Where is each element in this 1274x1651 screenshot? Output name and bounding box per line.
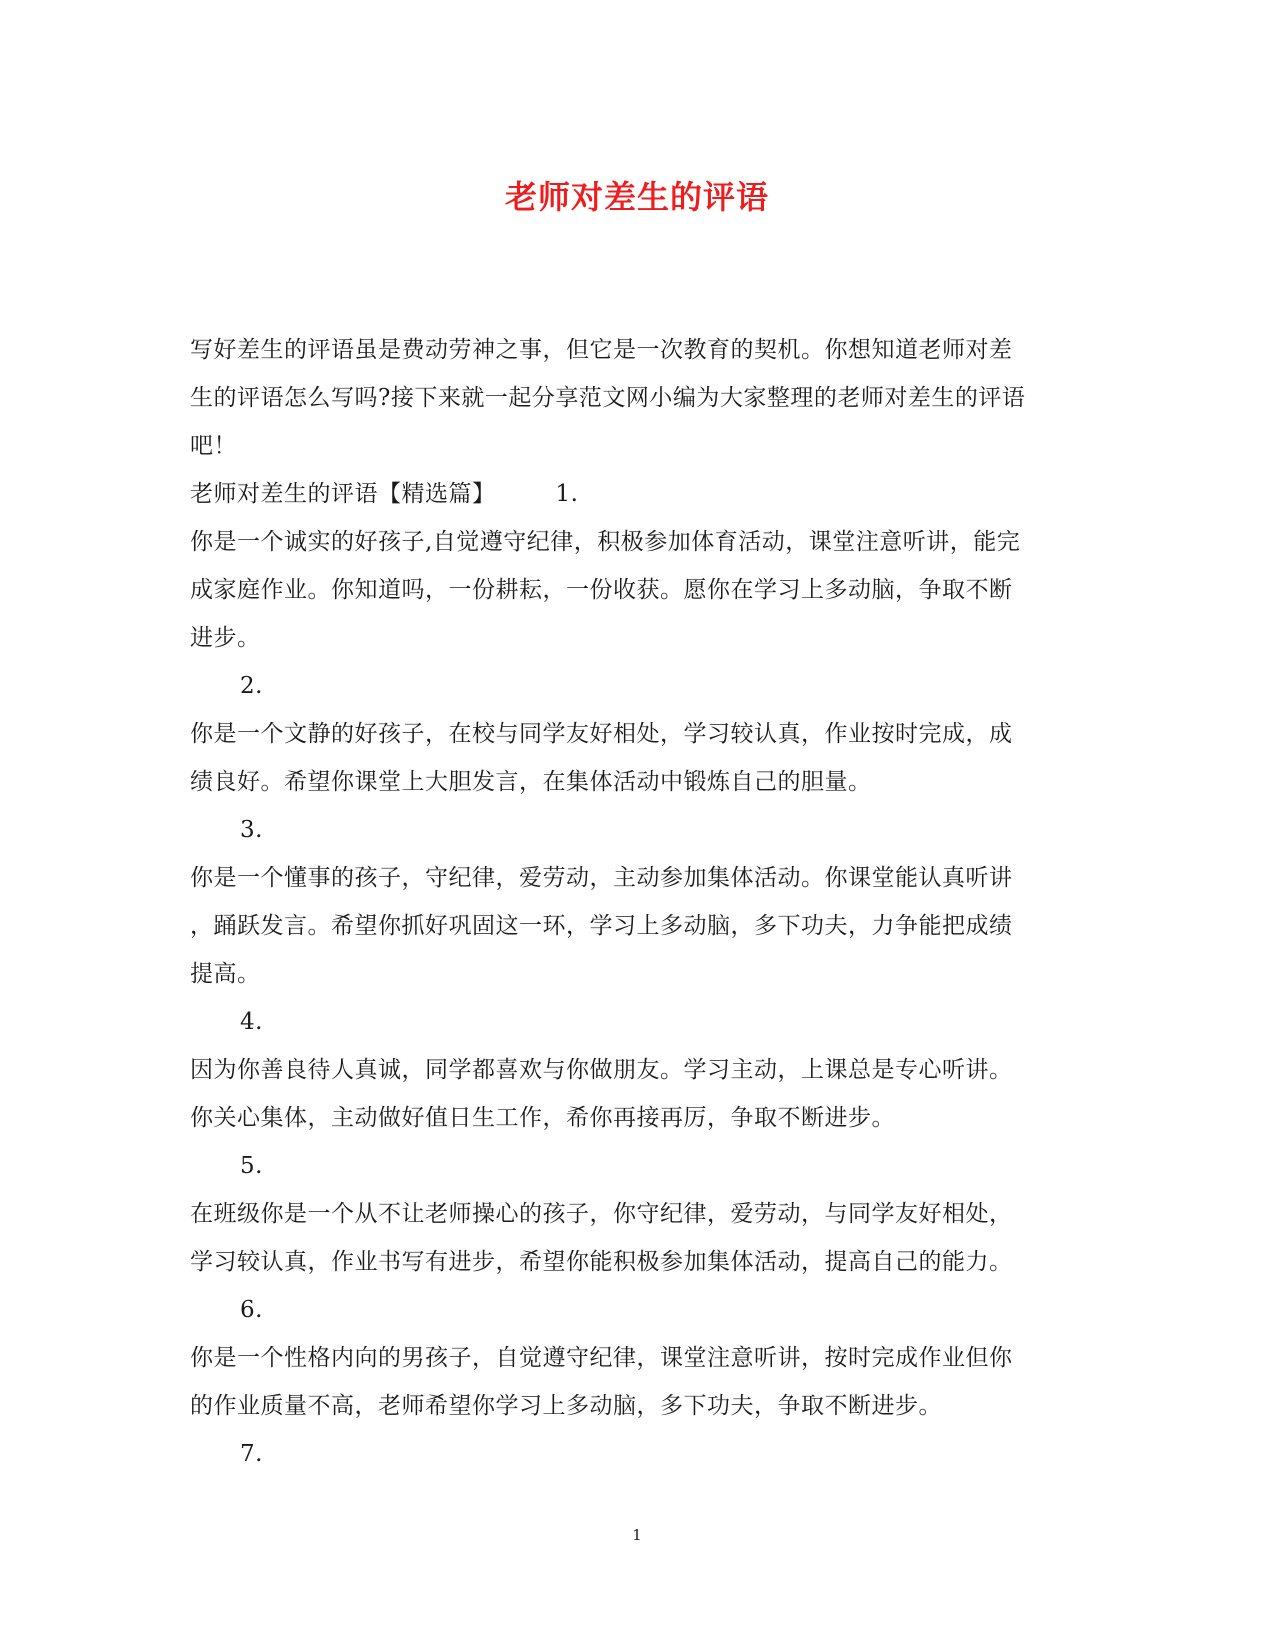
paragraph-line: 因为你善良待人真诚，同学都喜欢与你做朋友。学习主动，上课总是专心听讲。 <box>190 1057 1013 1083</box>
paragraph-line: 吧！ <box>190 433 237 459</box>
section-heading: 老师对差生的评语【精选篇】 <box>190 481 496 507</box>
paragraph-line: 在班级你是一个从不让老师操心的孩子，你守纪律，爱劳动，与同学友好相处， <box>190 1201 1013 1227</box>
paragraph-line: 绩良好。希望你课堂上大胆发言，在集体活动中锻炼自己的胆量。 <box>190 769 872 795</box>
paragraph-line: 提高。 <box>190 961 261 987</box>
item-number: 2. <box>240 673 263 699</box>
item-number: 3. <box>240 817 263 843</box>
document-title: 老师对差生的评语 <box>504 178 769 216</box>
item-number: 1. <box>555 481 579 507</box>
paragraph-line: 的作业质量不高，老师希望你学习上多动脑，多下功夫，争取不断进步。 <box>190 1393 942 1419</box>
paragraph-line: 你是一个诚实的好孩子,自觉遵守纪律，积极参加体育活动，课堂注意听讲，能完 <box>190 529 1021 555</box>
item-number: 5. <box>240 1153 263 1179</box>
item-number: 4. <box>240 1009 263 1035</box>
paragraph-line: 进步。 <box>190 625 261 651</box>
item-number: 6. <box>240 1297 263 1323</box>
paragraph-line: 你是一个文静的好孩子，在校与同学友好相处，学习较认真，作业按时完成，成 <box>190 721 1013 747</box>
page-number: 1 <box>632 1526 642 1544</box>
paragraph-line: 成家庭作业。你知道吗，一份耕耘，一份收获。愿你在学习上多动脑，争取不断 <box>190 577 1013 603</box>
section-heading-line <box>190 470 1080 518</box>
paragraph-line: 学习较认真，作业书写有进步，希望你能积极参加集体活动，提高自己的能力。 <box>190 1249 1013 1275</box>
paragraph-line: 你是一个性格内向的男孩子，自觉遵守纪律，课堂注意听讲，按时完成作业但你 <box>190 1345 1013 1371</box>
paragraph-line: 生的评语怎么写吗?接下来就一起分享范文网小编为大家整理的老师对差生的评语 <box>190 385 1026 411</box>
paragraph-line: 写好差生的评语虽是费动劳神之事，但它是一次教育的契机。你想知道老师对差 <box>190 337 1013 363</box>
paragraph-line: 你是一个懂事的孩子，守纪律，爱劳动，主动参加集体活动。你课堂能认真听讲 <box>190 865 1013 891</box>
document-body <box>190 326 1080 1478</box>
item-number: 7. <box>240 1441 263 1467</box>
paragraph-line: 你关心集体，主动做好值日生工作，希你再接再厉，争取不断进步。 <box>190 1105 895 1131</box>
paragraph-line: ，踊跃发言。希望你抓好巩固这一环，学习上多动脑，多下功夫，力争能把成绩 <box>190 913 1013 939</box>
